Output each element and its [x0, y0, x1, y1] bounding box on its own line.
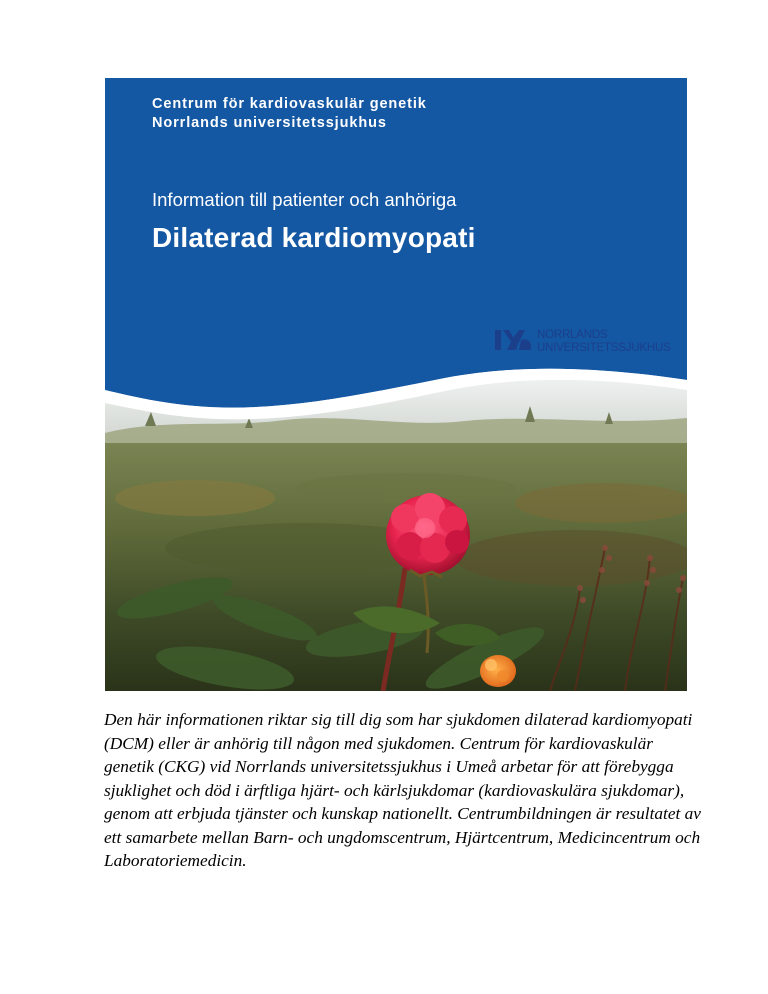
cover-text-layer: [105, 78, 687, 691]
hospital-name: Norrlands universitetssjukhus: [152, 115, 387, 131]
logo-wordmark: [537, 329, 671, 354]
organization-name: Centrum för kardiovaskulär genetik: [152, 96, 427, 112]
hospital-logo: [495, 328, 675, 358]
nus-logo-icon: [495, 328, 531, 352]
intro-paragraph: Den här informationen riktar sig till dig som har sjukdomen dilaterad kardiomyopati (DCM) eller är anhörig till någon med sjukdomen. Centrum för kardiovaskulär genetik (CKG) vid Norrlands universitetssjukhus i Umeå arbetar för att förebygga sjuklighet och död i ärftliga hjärt- och kärlsjukdomar (kardiovaskulära sjukdomar), genom att erbjuda tjänster och kunskap nationellt. Centrumbildningen är resultatet av ett samarbete mellan Barn- och ungdomscentrum, Hjärtcentrum, Medicincentrum och Laboratoriemedicin.: [104, 710, 701, 870]
logo-line-2: UNIVERSITETSSJUKHUS: [537, 341, 671, 354]
logo-line-1: NORRLANDS: [537, 329, 608, 341]
document-subtitle: Information till patienter och anhöriga: [152, 189, 457, 210]
document-title: Dilaterad kardiomyopati: [152, 222, 476, 253]
cover-panel: [105, 78, 687, 691]
